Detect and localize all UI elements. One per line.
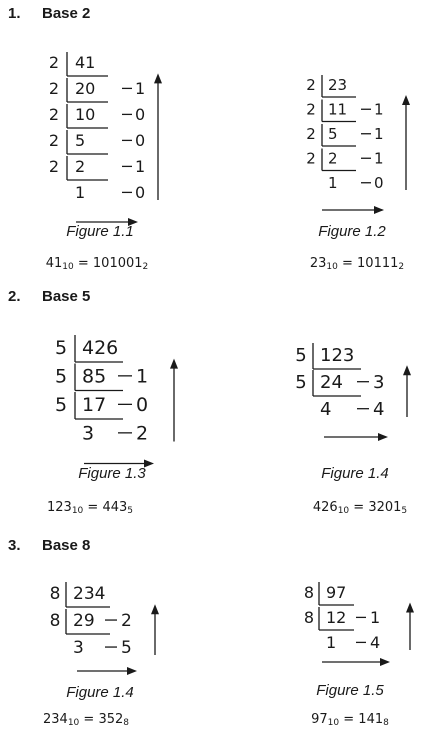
remainder-value: 0	[374, 174, 384, 192]
section-title: Base 2	[42, 5, 91, 22]
figure-caption: Figure 1.1	[66, 223, 134, 240]
remainder-value: 1	[374, 149, 384, 168]
right-arrow-head-icon	[127, 667, 137, 675]
divisor-digit: 2	[306, 125, 316, 143]
division-figure-1-2	[300, 73, 420, 223]
decimal-value: 426	[312, 500, 338, 515]
up-arrow-head-icon	[403, 365, 411, 375]
conversion-result: $97_{10} = 141_8$	[311, 712, 389, 728]
figure-caption: Figure 1.4	[66, 684, 134, 701]
quotient-value: 3	[82, 422, 95, 445]
division-figure-1-4	[290, 341, 420, 456]
quotient-value: 4	[320, 399, 332, 420]
quotient-value: 426	[82, 337, 119, 359]
up-arrow-head-icon	[151, 604, 159, 614]
decimal-base: 10	[327, 718, 340, 728]
remainder-value: 2	[136, 422, 149, 445]
divisor-digit: 2	[48, 53, 60, 72]
converted-base: 2	[142, 262, 149, 272]
converted-base: 8	[123, 718, 130, 728]
remainder-value: 0	[136, 394, 149, 416]
decimal-value: 97	[311, 712, 328, 727]
converted-base: 5	[401, 506, 408, 516]
figure-caption: Figure 1.5	[316, 682, 384, 699]
decimal-value: 41	[45, 256, 63, 271]
divisor-digit: 5	[295, 372, 307, 393]
quotient-value: 3	[73, 638, 84, 658]
remainder-value: 1	[135, 157, 146, 176]
divisor-digit: 8	[49, 584, 61, 604]
converted-value: 3201	[368, 500, 402, 515]
divisor-digit: 2	[48, 157, 60, 176]
decimal-base: 10	[326, 262, 338, 272]
section-title: Base 5	[42, 288, 91, 305]
section-number: 2.	[8, 288, 21, 305]
quotient-value: 41	[75, 53, 96, 72]
division-figure-1-5	[45, 580, 175, 680]
divisor-digit: 8	[49, 611, 61, 631]
quotient-value: 1	[328, 174, 338, 192]
divisor-digit: 8	[303, 583, 315, 602]
division-figure-1-6	[300, 580, 425, 675]
decimal-base: 10	[62, 262, 74, 272]
remainder-value: 1	[370, 608, 381, 627]
quotient-value: 23	[328, 76, 348, 94]
quotient-value: 1	[326, 633, 337, 652]
decimal-value: 23	[309, 256, 327, 271]
divisor-digit: 2	[48, 105, 60, 124]
divisor-digit: 2	[48, 79, 60, 98]
quotient-value: 24	[320, 372, 343, 393]
remainder-value: 1	[135, 79, 146, 98]
section-number: 1.	[8, 5, 21, 22]
conversion-result: $234_{10} = 352_8$	[42, 712, 130, 728]
decimal-base: 10	[71, 506, 84, 516]
up-arrow-head-icon	[170, 359, 178, 369]
decimal-base: 10	[67, 718, 80, 728]
converted-base: 2	[398, 262, 405, 272]
quotient-value: 2	[328, 149, 338, 168]
right-arrow-head-icon	[374, 206, 384, 214]
converted-base: 8	[383, 718, 389, 728]
divisor-digit: 8	[303, 608, 315, 627]
division-figure-1-1	[40, 50, 180, 225]
converted-value: 10111	[357, 256, 399, 271]
remainder-value: 4	[370, 633, 381, 652]
divisor-digit: 2	[306, 149, 316, 168]
right-arrow-head-icon	[378, 433, 388, 441]
figure-caption: Figure 1.4	[321, 465, 389, 482]
remainder-value: 1	[374, 100, 384, 119]
conversion-result: $23_{10} = 10111_2$	[309, 256, 405, 272]
right-arrow-head-icon	[380, 658, 390, 666]
divisor-digit: 5	[54, 394, 68, 416]
quotient-value: 17	[82, 394, 107, 416]
quotient-value: 123	[320, 345, 355, 366]
quotient-value: 234	[73, 584, 106, 604]
quotient-value: 12	[326, 608, 347, 627]
converted-base: 5	[127, 506, 134, 516]
up-arrow-head-icon	[406, 603, 414, 613]
quotient-value: 5	[328, 125, 338, 143]
quotient-value: 20	[75, 79, 96, 98]
converted-value: 141	[358, 712, 384, 727]
up-arrow-head-icon	[402, 95, 410, 105]
remainder-value: 1	[374, 125, 384, 143]
conversion-result: $426_{10} = 3201_5$	[312, 500, 408, 516]
divisor-digit: 2	[306, 100, 316, 119]
quotient-value: 5	[75, 131, 86, 150]
quotient-value: 11	[328, 100, 348, 119]
quotient-value: 97	[326, 583, 347, 602]
remainder-value: 1	[136, 365, 149, 388]
conversion-result: $41_{10} = 101001_2$	[45, 256, 149, 272]
quotient-value: 10	[75, 105, 96, 124]
divisor-digit: 5	[295, 345, 307, 366]
remainder-value: 3	[373, 372, 385, 393]
divisor-digit: 2	[48, 131, 60, 150]
converted-value: 101001	[92, 256, 143, 271]
quotient-value: 1	[75, 183, 86, 202]
figure-caption: Figure 1.2	[318, 223, 386, 240]
decimal-base: 10	[337, 506, 350, 516]
conversion-result: $123_{10} = 443_5$	[46, 500, 134, 516]
divisor-digit: 5	[54, 365, 68, 388]
decimal-value: 123	[46, 500, 72, 515]
section-title: Base 8	[42, 537, 91, 554]
decimal-value: 234	[42, 712, 68, 727]
section-number: 3.	[8, 537, 21, 554]
remainder-value: 0	[135, 105, 146, 124]
converted-value: 352	[98, 712, 124, 727]
remainder-value: 2	[121, 611, 132, 631]
remainder-value: 0	[135, 183, 146, 202]
remainder-value: 4	[373, 399, 385, 420]
quotient-value: 2	[75, 157, 86, 176]
divisor-digit: 2	[306, 76, 316, 94]
up-arrow-head-icon	[154, 73, 162, 83]
converted-value: 443	[102, 500, 128, 515]
quotient-value: 29	[73, 611, 95, 631]
remainder-value: 5	[121, 638, 132, 658]
quotient-value: 85	[82, 365, 107, 388]
division-figure-1-3	[50, 333, 200, 468]
divisor-digit: 5	[54, 337, 68, 359]
remainder-value: 0	[135, 131, 146, 150]
figure-caption: Figure 1.3	[78, 465, 146, 482]
